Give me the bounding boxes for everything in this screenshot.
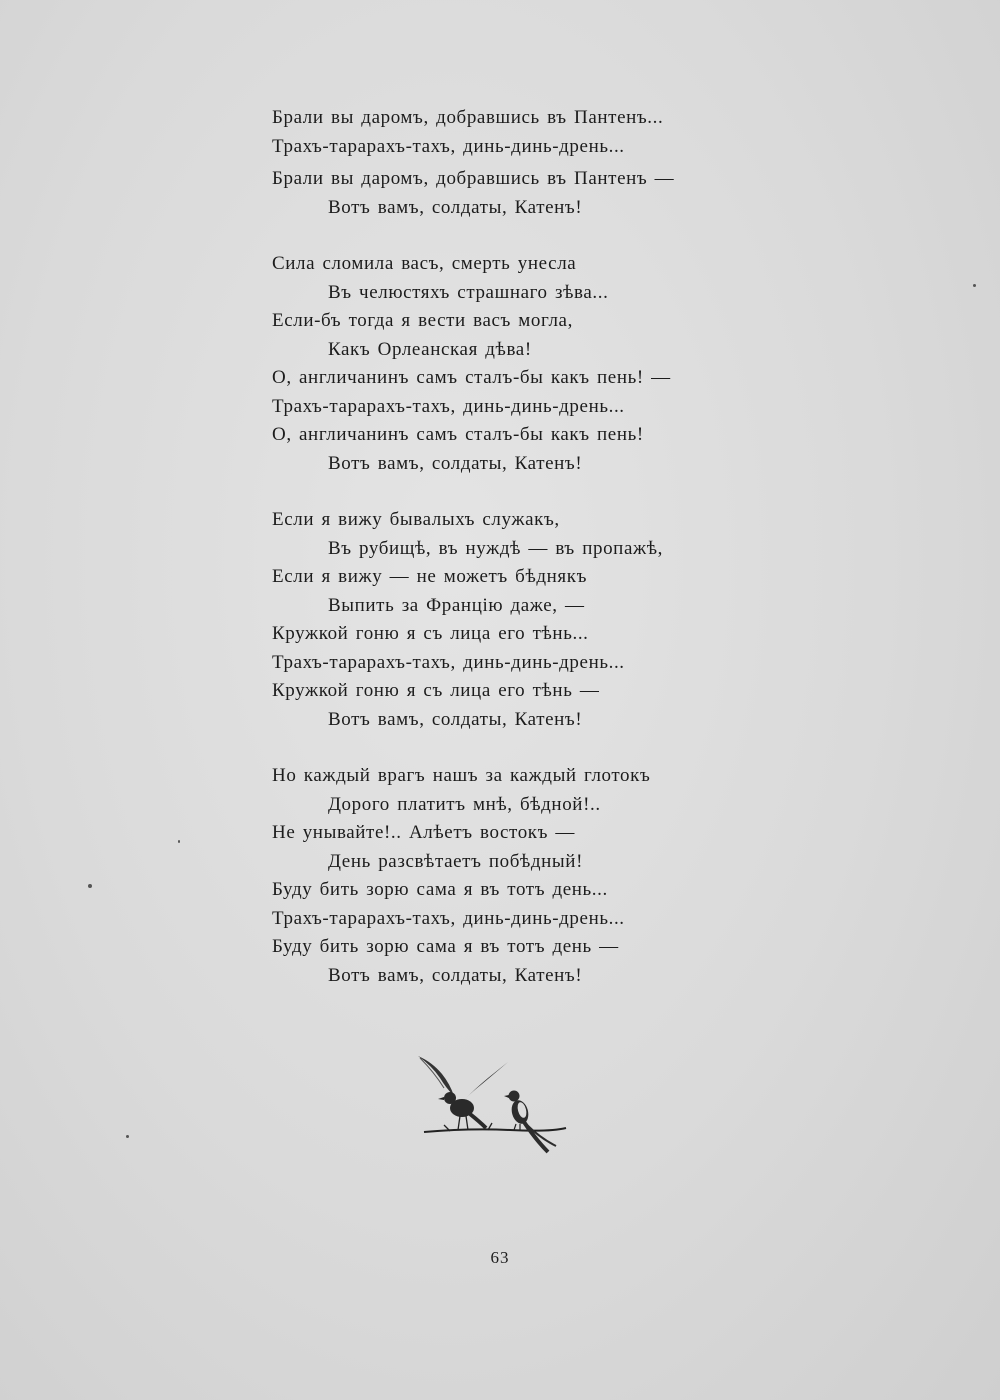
stanza-1 [272, 104, 832, 222]
refrain-line: Вотъ вамъ, солдаты, Катенъ! [328, 196, 583, 218]
verse-line: Выпить за Францію даже, — [328, 594, 585, 616]
verse-line: Если-бъ тогда я вести васъ могла, [272, 310, 573, 331]
refrain-line: Вотъ вамъ, солдаты, Катенъ! [328, 452, 583, 474]
paper-speck [88, 884, 92, 888]
verse-line: Въ челюстяхъ страшнаго зѣва... [328, 281, 609, 303]
birds-on-branch-icon [410, 1048, 570, 1158]
verse-line: Буду бить зорю сама я въ тотъ день... [272, 879, 608, 900]
stanza-4 [272, 762, 832, 990]
paper-speck [126, 1135, 129, 1138]
verse-line: Не унывайте!.. Алѣетъ востокъ — [272, 822, 576, 843]
verse-line: Въ рубищѣ, въ нуждѣ — въ пропажѣ, [328, 537, 663, 559]
verse-line: Трахъ-тарарахъ-тахъ, динь-динь-дрень... [272, 395, 625, 417]
verse-line: Какъ Орлеанская дѣва! [328, 338, 532, 360]
verse-line: Буду бить зорю сама я въ тотъ день — [272, 936, 619, 957]
verse-line: Дорого платитъ мнѣ, бѣдной!.. [328, 793, 601, 815]
verse-line: Трахъ-тарарахъ-тахъ, динь-динь-дрень... [272, 907, 625, 929]
verse-line: Брали вы даромъ, добравшись въ Пантенъ — [272, 168, 675, 189]
verse-line: Кружкой гоню я съ лица его тѣнь... [272, 623, 589, 644]
verse-line: День разсвѣтаетъ побѣдный! [328, 850, 583, 872]
paper-speck [973, 284, 976, 287]
verse-line: Кружкой гоню я съ лица его тѣнь — [272, 680, 600, 701]
verse-line: О, англичанинъ самъ сталъ-бы какъ пень! — [272, 367, 671, 388]
verse-line: О, англичанинъ самъ сталъ-бы какъ пень! [272, 424, 644, 445]
refrain-line: Вотъ вамъ, солдаты, Катенъ! [328, 964, 583, 986]
paper-speck [178, 840, 180, 843]
stanza-2 [272, 250, 832, 478]
verse-line: Брали вы даромъ, добравшись въ Пантенъ... [272, 107, 664, 128]
poem [272, 104, 832, 1018]
refrain-line: Вотъ вамъ, солдаты, Катенъ! [328, 708, 583, 730]
stanza-3 [272, 506, 832, 734]
verse-line: Если я вижу — не можетъ бѣднякъ [272, 566, 587, 587]
verse-line: Трахъ-тарарахъ-тахъ, динь-динь-дрень... [272, 135, 625, 157]
verse-line: Но каждый врагъ нашъ за каждый глотокъ [272, 765, 651, 786]
page-number: 63 [490, 1248, 510, 1267]
verse-line: Сила сломила васъ, смерть унесла [272, 253, 577, 274]
verse-line: Если я вижу бывалыхъ служакъ, [272, 509, 560, 530]
verse-line: Трахъ-тарарахъ-тахъ, динь-динь-дрень... [272, 651, 625, 673]
